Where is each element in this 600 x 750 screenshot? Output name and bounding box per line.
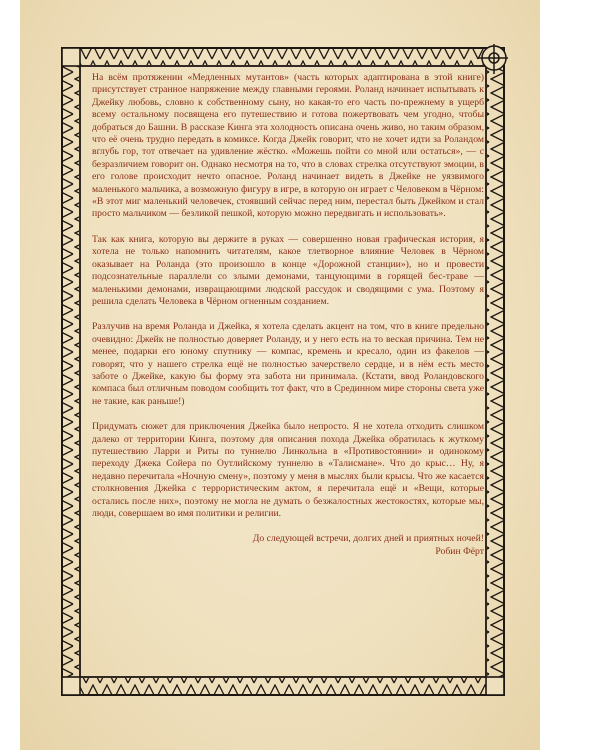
- paragraph-4: Придумать сюжет для приключения Джейка было непросто. Я не хотела отходить слишком далеко от территории Кинга, поэтому для описания похода Джейка обратилась к жуткому путешествию Ларри и Риты по туннелю Линкольна в «Противостоянии» и одинокому переходу Джека Сойера по Оутлийскому туннелю в «Талисмане». Что до крыс… Ну, я недавно перечитала «Ночную смену», поэтому у меня в мыслях были крысы. Что же касается столкновения Джейка с террористическим актом, я перечитала ещё и «Вещи, которые остались после них», поэтому не могла не думать о безжалостных жестокостях, которые мы, люди, совершаем во имя политики и религии.: [92, 421, 484, 519]
- paragraph-3: Разлучив на время Роланда и Джейка, я хотела сделать акцент на том, что в книге предельно очевидно: Джейк не полностью доверяет Роланду, и у него есть на то веская причина. Тем не менее, подарки его юному спутнику — компас, кремень и кресало, один из факелов — говорят, что у нашего стрелка ещё не полностью зачерствело сердце, и в нём есть место заботе о Джейке, какую бы форму эта забота ни принимала. (Кстати, ввод Роландовского компаса был отличным поводом сообщить тот факт, что в Срединном мире стороны света уже не такие, как раньше!): [92, 321, 484, 407]
- closing-block: [92, 533, 484, 558]
- author-signature: Робин Фёрт: [435, 545, 484, 557]
- paragraph-2: Так как книга, которую вы держите в руках — совершенно новая графическая история, я хотела не только напомнить читателям, какое тлетворное влияние Человек в Чёрном оказывает на Роланда (это произошло в конце «Дорожной станции»), но и провести подсознательные параллели со злыми демонами, танцующими в горящей бес-траве — маленькими демонами, извращающими людской рассудок и сводящими с ума. Поэтому я решила сделать Человека в Чёрном огненным созданием.: [92, 233, 484, 307]
- closing-line: До следующей встречи, долгих дней и приятных ночей!: [252, 533, 484, 545]
- paragraph-1: На всём протяжении «Медленных мутантов» (часть которых адаптирована в этой книге) присутствует странное напряжение между главными героями. Роланд начинает испытывать к Джейку любовь, словно к собственному сыну, но какая-то его часть по-прежнему в ущерб всему остальному посвящена его путешествию и готова пожертвовать чем угодно, чтобы добраться до Башни. В рассказе Кинга эта холодность описана очень живо, но таким образом, что её очень трудно передать в комиксе. Когда Джейк говорит, что не хочет идти за Роландом вглубь гор, тот отвечает на удивление жёстко. «Можешь пойти со мной или остаться», — с безразличием говорит он. Однако несмотря на то, что в словах стрелка отсутствуют эмоции, в его голове происходит нечто опасное. Роланд начинает видеть в Джейке не уязвимого маленького мальчика, а возможную фигуру в игре, в которую он играет с Человеком в Чёрном: «В этот миг маленький человечек, стоявший сейчас перед ним, перестал быть Джейком и стал просто мальчиком — безликой пешкой, которую можно передвигать и использовать».: [92, 72, 484, 220]
- parchment-page: [20, 0, 540, 750]
- bottom-zigzag: [80, 678, 486, 694]
- left-zigzag: [63, 66, 79, 677]
- article-body: [92, 72, 484, 558]
- right-zigzag: [487, 66, 503, 677]
- top-zigzag: [80, 49, 486, 65]
